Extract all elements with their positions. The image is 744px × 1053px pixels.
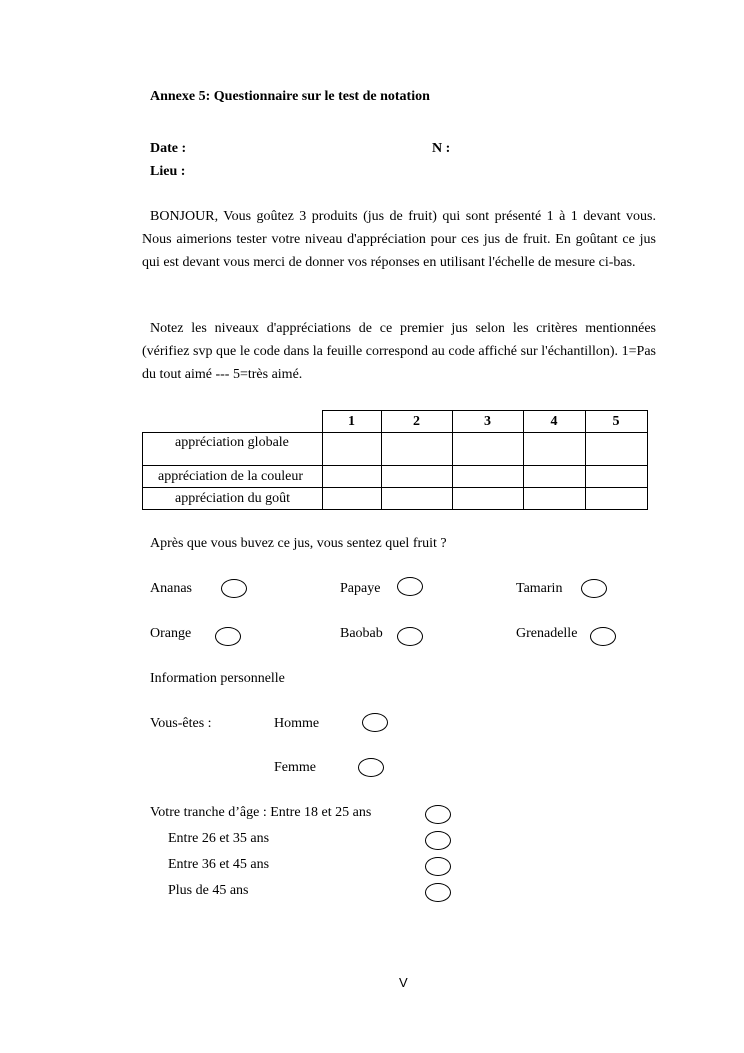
fruit-label-baobab: Baobab [340,626,383,641]
page-number: V [399,975,408,990]
rating-cell[interactable] [322,433,381,466]
scale-header-3: 3 [452,411,523,433]
location-label: Lieu : [150,164,186,179]
age-option-36-45[interactable] [425,857,451,876]
number-label: N : [432,141,451,156]
age-option-45-plus[interactable] [425,883,451,902]
fruit-label-papaye: Papaye [340,581,381,596]
intro-paragraph: BONJOUR, Vous goûtez 3 produits (jus de fruit) qui sont présenté 1 à 1 devant vous. Nous aimerions tester votre niveau d'appréciation pour ces jus de fruit. En goûtant ce jus qui est devant vous merci de donner vos réponses en utilisant l'échelle de mesure ci-bas. [142,209,656,270]
page-title: Annexe 5: Questionnaire sur le test de notation [150,89,430,104]
gender-option-femme[interactable] [358,758,384,777]
rating-cell[interactable] [322,466,381,488]
age-label: Votre tranche d’âge : Entre 18 et 25 ans [150,805,372,820]
table-row [143,433,648,466]
rating-cell[interactable] [452,488,523,510]
age-label-26-35: Entre 26 et 35 ans [168,831,270,846]
fruit-label-ananas: Ananas [150,581,192,596]
rating-cell[interactable] [523,466,585,488]
fruit-option-orange[interactable] [215,627,241,646]
rating-cell[interactable] [452,466,523,488]
fruit-option-papaye[interactable] [397,577,423,596]
gender-label: Vous-êtes : [150,716,212,731]
scale-header-2: 2 [381,411,452,433]
date-label: Date : [150,141,187,156]
rating-cell[interactable] [523,433,585,466]
fruit-option-tamarin[interactable] [581,579,607,598]
rating-cell[interactable] [585,433,647,466]
rating-cell[interactable] [381,466,452,488]
age-label-36-45: Entre 36 et 45 ans [168,857,270,872]
table-row [143,466,648,488]
criterion-label: appréciation du goût [143,488,323,510]
age-label-45-plus: Plus de 45 ans [168,883,249,898]
age-option-18-25[interactable] [425,805,451,824]
fruit-question: Après que vous buvez ce jus, vous sentez quel fruit ? [150,536,447,551]
rating-cell[interactable] [381,433,452,466]
scale-header-1: 1 [322,411,381,433]
rating-cell[interactable] [381,488,452,510]
rating-cell[interactable] [523,488,585,510]
fruit-option-baobab[interactable] [397,627,423,646]
fruit-label-tamarin: Tamarin [516,581,563,596]
rating-table [142,410,648,510]
criterion-label: appréciation de la couleur [143,466,323,488]
gender-label-homme: Homme [274,716,320,731]
gender-label-femme: Femme [274,760,316,775]
age-option-26-35[interactable] [425,831,451,850]
instructions-paragraph: Notez les niveaux d'appréciations de ce premier jus selon les critères mentionnées (vérifiez svp que le code dans la feuille correspond au code affiché sur l'échantillon). 1=Pas du tout aimé --- 5=très aimé. [142,321,656,382]
scale-header-5: 5 [585,411,647,433]
rating-cell[interactable] [452,433,523,466]
scale-header-4: 4 [523,411,585,433]
fruit-option-grenadelle[interactable] [590,627,616,646]
rating-cell[interactable] [585,488,647,510]
fruit-label-grenadelle: Grenadelle [516,626,578,641]
personal-info-heading: Information personnelle [150,671,285,686]
fruit-label-orange: Orange [150,626,192,641]
table-row [143,488,648,510]
gender-option-homme[interactable] [362,713,388,732]
criterion-label: appréciation globale [143,433,323,466]
fruit-option-ananas[interactable] [221,579,247,598]
rating-cell[interactable] [322,488,381,510]
rating-cell[interactable] [585,466,647,488]
